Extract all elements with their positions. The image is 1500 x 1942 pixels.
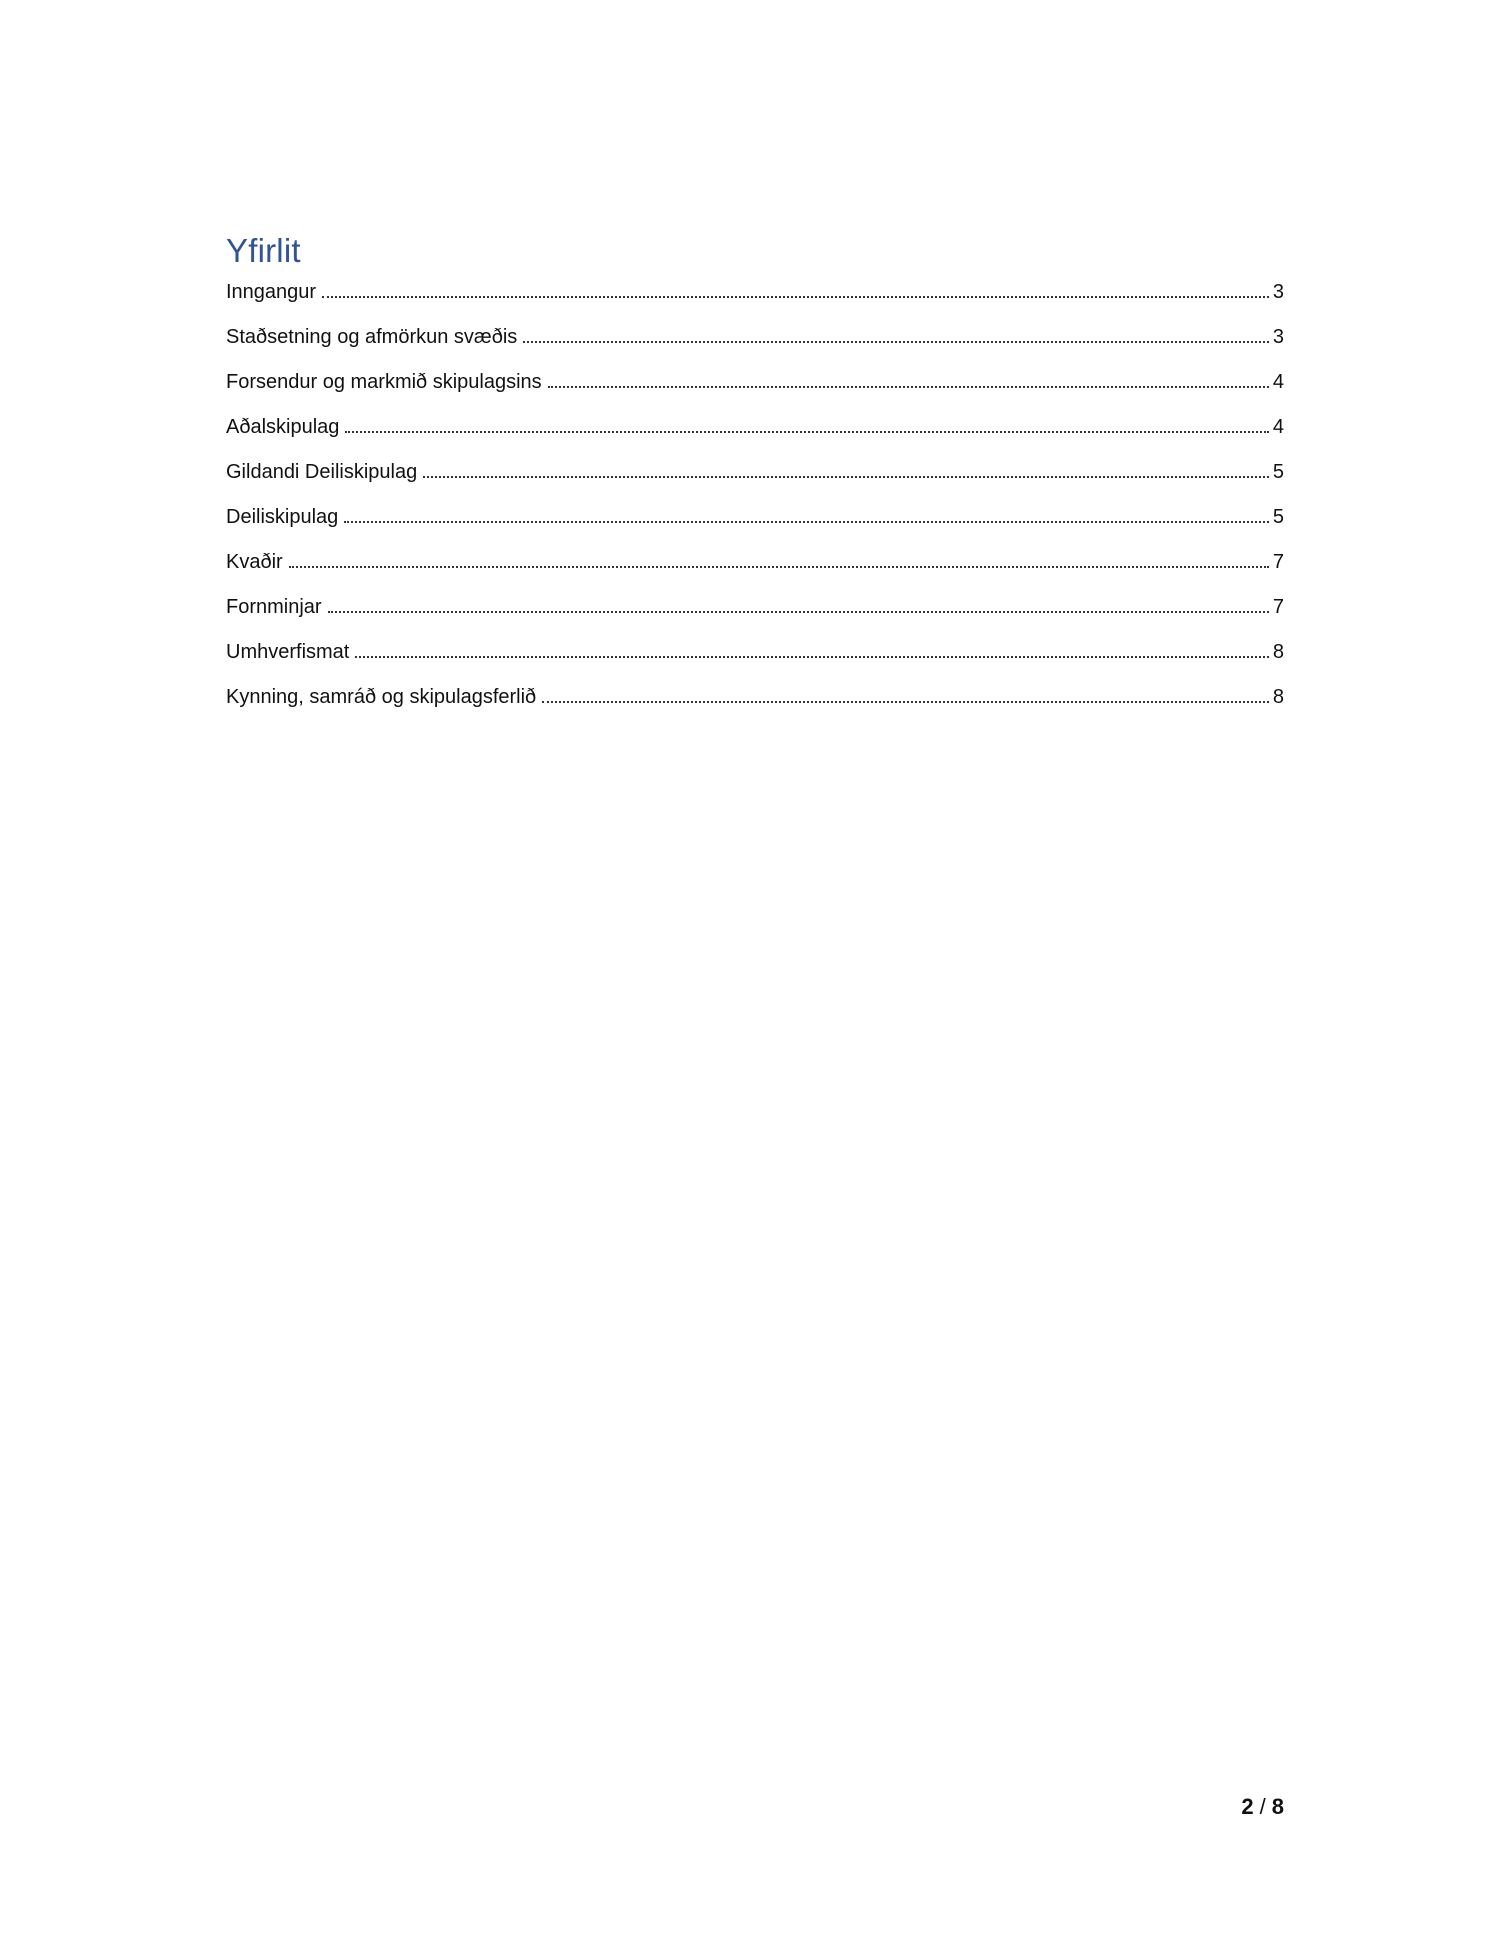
toc-dot-leader (523, 341, 1269, 343)
toc-entry-stadsetning[interactable] (226, 323, 1284, 368)
toc-entry-label: Kvaðir (226, 551, 283, 573)
toc-entry-label: Staðsetning og afmörkun svæðis (226, 326, 518, 348)
toc-dot-leader (289, 566, 1269, 568)
toc-entry-page: 4 (1272, 416, 1284, 438)
toc-entry-label: Fornminjar (226, 596, 322, 618)
toc-entry-label: Umhverfismat (226, 641, 350, 663)
toc-entry-kynning[interactable] (226, 683, 1284, 728)
toc-entry-fornminjar[interactable] (226, 593, 1284, 638)
toc-dot-leader (355, 656, 1269, 658)
toc-entry-page: 7 (1272, 596, 1284, 618)
toc-entry-umhverfismat[interactable] (226, 638, 1284, 683)
toc-entry-inngangur[interactable] (226, 278, 1284, 323)
total-page-count: 8 (1271, 1794, 1284, 1819)
page-number-separator: / (1259, 1794, 1266, 1819)
table-of-contents (226, 228, 1284, 728)
toc-entry-label: Deiliskipulag (226, 506, 339, 528)
toc-entry-page: 5 (1272, 506, 1284, 528)
toc-dot-leader (423, 476, 1269, 478)
page-number (1180, 1794, 1284, 1820)
toc-entry-page: 5 (1272, 461, 1284, 483)
toc-list (226, 278, 1284, 728)
toc-entry-page: 4 (1272, 371, 1284, 393)
toc-entry-gildandi-deiliskipulag[interactable] (226, 458, 1284, 503)
toc-entry-label: Inngangur (226, 281, 317, 303)
toc-entry-page: 7 (1272, 551, 1284, 573)
toc-entry-page: 3 (1272, 326, 1284, 348)
toc-entry-deiliskipulag[interactable] (226, 503, 1284, 548)
toc-dot-leader (548, 386, 1269, 388)
toc-dot-leader (345, 431, 1268, 433)
toc-entry-label: Aðalskipulag (226, 416, 340, 438)
toc-entry-label: Forsendur og markmið skipulagsins (226, 371, 542, 393)
toc-entry-page: 8 (1272, 686, 1284, 708)
toc-dot-leader (344, 521, 1269, 523)
toc-entry-page: 8 (1272, 641, 1284, 663)
toc-entry-label: Gildandi Deiliskipulag (226, 461, 418, 483)
toc-entry-kvadir[interactable] (226, 548, 1284, 593)
toc-dot-leader (322, 296, 1269, 298)
toc-title: Yfirlit (226, 232, 301, 269)
toc-entry-page: 3 (1272, 281, 1284, 303)
toc-entry-forsendur[interactable] (226, 368, 1284, 413)
toc-dot-leader (328, 611, 1269, 613)
toc-entry-adalskipulag[interactable] (226, 413, 1284, 458)
toc-entry-label: Kynning, samráð og skipulagsferlið (226, 686, 537, 708)
toc-dot-leader (542, 701, 1269, 703)
current-page-number: 2 (1241, 1794, 1254, 1819)
